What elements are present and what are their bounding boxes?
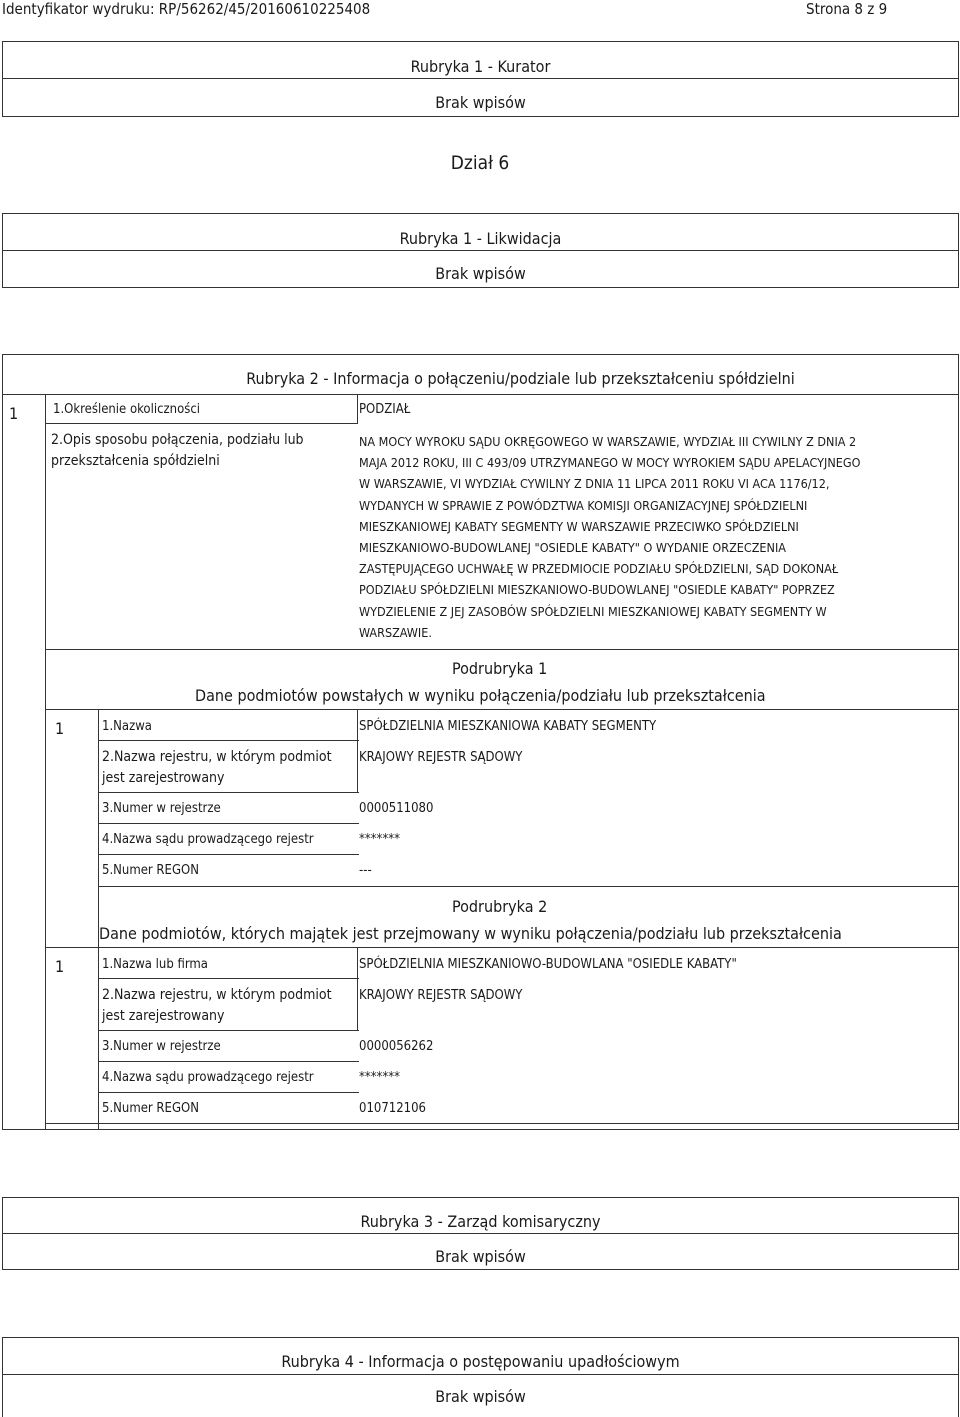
field-value: --- bbox=[359, 863, 372, 878]
section-kurator bbox=[2, 41, 959, 117]
field-label: 1.Określenie okoliczności bbox=[53, 402, 200, 417]
description-line: MIESZKANIOWO-BUDOWLANEJ "OSIEDLE KABATY" O WYDANIE ORZECZENIA bbox=[359, 540, 786, 556]
description-line: ZASTĘPUJĄCEGO UCHWAŁĘ W PRZEDMIOCIE PODZIAŁU SPÓŁDZIELNI, SĄD DOKONAŁ bbox=[359, 561, 839, 577]
field-label: 1.Nazwa lub firma bbox=[102, 957, 208, 972]
description-text bbox=[359, 431, 959, 643]
field-value: ******* bbox=[359, 1070, 400, 1085]
section-rubryka-3 bbox=[2, 1197, 959, 1270]
section-likwidacja bbox=[2, 213, 959, 288]
section-title: Rubryka 1 - Likwidacja bbox=[399, 229, 562, 248]
field-label: 5.Numer REGON bbox=[102, 863, 199, 878]
description-line: WARSZAWIE. bbox=[359, 624, 432, 640]
entry-number: 1 bbox=[55, 719, 65, 738]
field-value: 010712106 bbox=[359, 1101, 426, 1116]
field-value: KRAJOWY REJESTR SĄDOWY bbox=[359, 750, 523, 765]
entry-number: 1 bbox=[55, 957, 65, 976]
section-rubryka-2 bbox=[2, 354, 959, 1130]
field-label: 1.Nazwa bbox=[102, 719, 152, 734]
field-value: SPÓŁDZIELNIA MIESZKANIOWA KABATY SEGMENTY bbox=[359, 719, 657, 734]
field-label: 4.Nazwa sądu prowadzącego rejestr bbox=[102, 832, 314, 847]
description-line: WYDZIELENIE Z JEJ ZASOBÓW SPÓŁDZIELNI MIESZKANIOWEJ KABATY SEGMENTY W bbox=[359, 603, 827, 619]
field-label: 2.Nazwa rejestru, w którym podmiot bbox=[102, 987, 332, 1003]
field-value: 0000511080 bbox=[359, 801, 434, 816]
section-empty-note: Brak wpisów bbox=[435, 264, 526, 283]
field-label: 3.Numer w rejestrze bbox=[102, 1039, 221, 1054]
field-value: 0000056262 bbox=[359, 1039, 434, 1054]
description-line: MIESZKANIOWEJ KABATY SEGMENTY W WARSZAWIE PRZECIWKO SPÓŁDZIELNI bbox=[359, 518, 799, 534]
section-title: Rubryka 1 - Kurator bbox=[410, 57, 551, 76]
section-empty-note: Brak wpisów bbox=[435, 1247, 526, 1266]
description-line: PODZIAŁU SPÓŁDZIELNI MIESZKANIOWO-BUDOWLANEJ "OSIEDLE KABATY" POPRZEZ bbox=[359, 582, 835, 598]
field-label: jest zarejestrowany bbox=[102, 1008, 225, 1024]
section-rubryka-4 bbox=[2, 1337, 959, 1417]
field-value: KRAJOWY REJESTR SĄDOWY bbox=[359, 988, 523, 1003]
subsection-subtitle: Dane podmiotów, których majątek jest przejmowany w wyniku połączenia/podziału lub przekształcenia bbox=[99, 924, 842, 943]
subsection-subtitle: Dane podmiotów powstałych w wyniku połączenia/podziału lub przekształcenia bbox=[195, 686, 766, 705]
subsection-title: Podrubryka 1 bbox=[452, 659, 548, 678]
section-title: Rubryka 4 - Informacja o postępowaniu upadłościowym bbox=[281, 1352, 680, 1371]
field-value: SPÓŁDZIELNIA MIESZKANIOWO-BUDOWLANA "OSIEDLE KABATY" bbox=[359, 957, 737, 972]
section-title: Rubryka 3 - Zarząd komisaryczny bbox=[360, 1212, 601, 1231]
description-line: NA MOCY WYROKU SĄDU OKRĘGOWEGO W WARSZAWIE, WYDZIAŁ III CYWILNY Z DNIA 2 bbox=[359, 434, 857, 449]
description-line: MAJA 2012 ROKU, III C 493/09 UTRZYMANEGO W MOCY WYROKIEM SĄDU APELACYJNEGO bbox=[359, 455, 861, 471]
field-label: jest zarejestrowany bbox=[102, 770, 225, 786]
dzial-heading: Dział 6 bbox=[450, 152, 510, 174]
field-value: PODZIAŁ bbox=[359, 402, 411, 417]
subsection-title: Podrubryka 2 bbox=[452, 897, 548, 916]
section-title: Rubryka 2 - Informacja o połączeniu/podziale lub przekształceniu spółdzielni bbox=[246, 369, 795, 388]
field-label: 4.Nazwa sądu prowadzącego rejestr bbox=[102, 1070, 314, 1085]
print-identifier: Identyfikator wydruku: RP/56262/45/20160610225408 bbox=[2, 0, 371, 18]
field-label: 2.Opis sposobu połączenia, podziału lub bbox=[51, 432, 304, 448]
section-empty-note: Brak wpisów bbox=[435, 1387, 526, 1406]
description-line: W WARSZAWIE, VI WYDZIAŁ CYWILNY Z DNIA 11 LIPCA 2011 ROKU VI ACA 1176/12, bbox=[359, 476, 830, 492]
field-value: ******* bbox=[359, 832, 400, 847]
section-empty-note: Brak wpisów bbox=[435, 93, 526, 112]
field-label: 3.Numer w rejestrze bbox=[102, 801, 221, 816]
field-label: przekształcenia spółdzielni bbox=[51, 453, 220, 469]
field-label: 5.Numer REGON bbox=[102, 1101, 199, 1116]
description-line: WYDANYCH W SPRAWIE Z POWÓDZTWA KOMISJI ORGANIZACYJNEJ SPÓŁDZIELNI bbox=[359, 497, 808, 513]
page-number: Strona 8 z 9 bbox=[806, 0, 888, 18]
field-label: 2.Nazwa rejestru, w którym podmiot bbox=[102, 749, 332, 765]
entry-number: 1 bbox=[9, 404, 19, 423]
